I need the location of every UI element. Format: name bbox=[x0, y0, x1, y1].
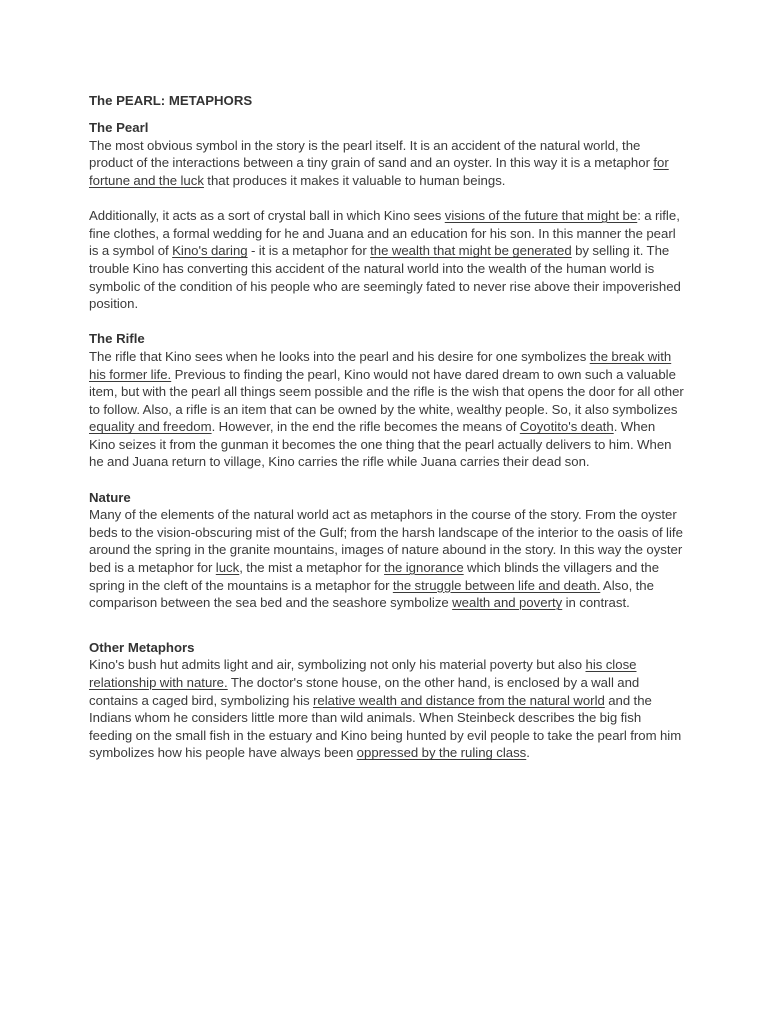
section-the-rifle bbox=[89, 330, 684, 471]
paragraph-text: that produces it makes it valuable to human beings. bbox=[203, 172, 506, 188]
underlined-phrase: relative wealth and distance from the natural world bbox=[312, 692, 605, 708]
section-other-metaphors bbox=[89, 639, 684, 762]
underlined-phrase: for fortune and the luck bbox=[89, 155, 669, 188]
underlined-phrase: the break with his former life. bbox=[89, 348, 672, 382]
paragraph-text: Additionally, it acts as a sort of crystal ball in which Kino sees bbox=[89, 208, 445, 224]
paragraph-text: and the Indians whom he considers little more than wild animals. When Steinbeck describes the big fish feeding on the small fish in the estuary and Kino being hunted by evil people to take the pearl from him symbolizes how his people have always been bbox=[89, 692, 682, 761]
paragraph-text: by selling it. The trouble Kino has converting this accident of the natural world into the wealth of the human world is symbolic of the condition of his people who are seemingly fated to never rise above their impoverished position. bbox=[89, 243, 681, 312]
paragraph-spacer bbox=[89, 190, 684, 208]
paragraph-text: , the mist a metaphor for bbox=[239, 560, 385, 576]
underlined-phrase: the struggle between life and death. bbox=[392, 577, 601, 593]
paragraph-text: The doctor's stone house, on the other hand, is enclosed by a wall and contains a caged bird, symbolizing his bbox=[89, 675, 640, 708]
paragraph-text: - it is a metaphor for bbox=[247, 243, 371, 259]
paragraph bbox=[89, 656, 684, 762]
underlined-phrase: Kino's daring bbox=[172, 243, 248, 259]
paragraph-text: Kino's bush hut admits light and air, symbolizing not only his material poverty but also bbox=[89, 657, 586, 673]
paragraph-text: . bbox=[526, 745, 530, 761]
paragraph-text: Also, the comparison between the sea bed and the seashore symbolize bbox=[89, 577, 654, 611]
underlined-phrase: oppressed by the ruling class bbox=[356, 745, 527, 761]
underlined-phrase: equality and freedom bbox=[89, 419, 212, 435]
paragraph-text: The rifle that Kino sees when he looks into the pearl and his desire for one symbolizes bbox=[89, 348, 590, 364]
section-heading: The Pearl bbox=[89, 120, 149, 136]
section-the-pearl bbox=[89, 119, 684, 313]
section-spacer bbox=[89, 471, 684, 489]
section-heading: The Rifle bbox=[89, 331, 145, 347]
paragraph bbox=[89, 137, 684, 190]
paragraph-text: . When Kino seizes it from the gunman it becomes the one thing that the pearl actually delivers to him. When he and Juana return to village, Kino carries the rifle while Juana carries their dead son. bbox=[89, 419, 672, 470]
section-nature bbox=[89, 489, 684, 612]
paragraph bbox=[89, 348, 684, 471]
underlined-phrase: luck bbox=[215, 560, 240, 576]
underlined-phrase: his close relationship with nature. bbox=[89, 657, 637, 690]
paragraph bbox=[89, 506, 684, 612]
paragraph-text: . However, in the end the rifle becomes the means of bbox=[211, 419, 520, 435]
paragraph-text: The most obvious symbol in the story is the pearl itself. It is an accident of the natural world, the product of the interactions between a tiny grain of sand and an oyster. In this way it is a metaphor bbox=[89, 137, 654, 171]
paragraph-text: in contrast. bbox=[562, 595, 630, 611]
document-title: The PEARL: METAPHORS bbox=[89, 93, 253, 108]
section-spacer bbox=[89, 612, 684, 639]
underlined-phrase: Coyotito's death bbox=[519, 419, 614, 435]
underlined-phrase: wealth and poverty bbox=[452, 595, 563, 611]
section-heading: Other Metaphors bbox=[89, 639, 195, 655]
document-page bbox=[89, 92, 684, 762]
section-spacer bbox=[89, 313, 684, 331]
paragraph bbox=[89, 207, 684, 313]
paragraph-text: : a rifle, fine clothes, a formal wedding for he and Juana and an education for his son. In this manner the pearl is a symbol of bbox=[89, 208, 680, 259]
paragraph-text: which blinds the villagers and the spring in the cleft of the mountains is a metaphor for bbox=[89, 560, 660, 593]
underlined-phrase: the ignorance bbox=[384, 560, 464, 576]
underlined-phrase: visions of the future that might be bbox=[444, 208, 638, 224]
section-heading: Nature bbox=[89, 489, 131, 505]
paragraph-text: Many of the elements of the natural world act as metaphors in the course of the story. From the oyster beds to the vision-obscuring mist of the Gulf; from the harsh landscape of the interior to the oasis of life around the spring in the granite mountains, images of nature abound in the story. In this way the oyster bed is a metaphor for bbox=[89, 507, 683, 576]
underlined-phrase: the wealth that might be generated bbox=[370, 243, 572, 259]
paragraph-text: Previous to finding the pearl, Kino would not have dared dream to own such a valuable item, but with the pearl all things seem possible and the rifle is the wish that opens the door for all other to follow. Also, a rifle is an item that can be owned by the white, wealthy people. So, it also symbolizes bbox=[89, 366, 684, 417]
